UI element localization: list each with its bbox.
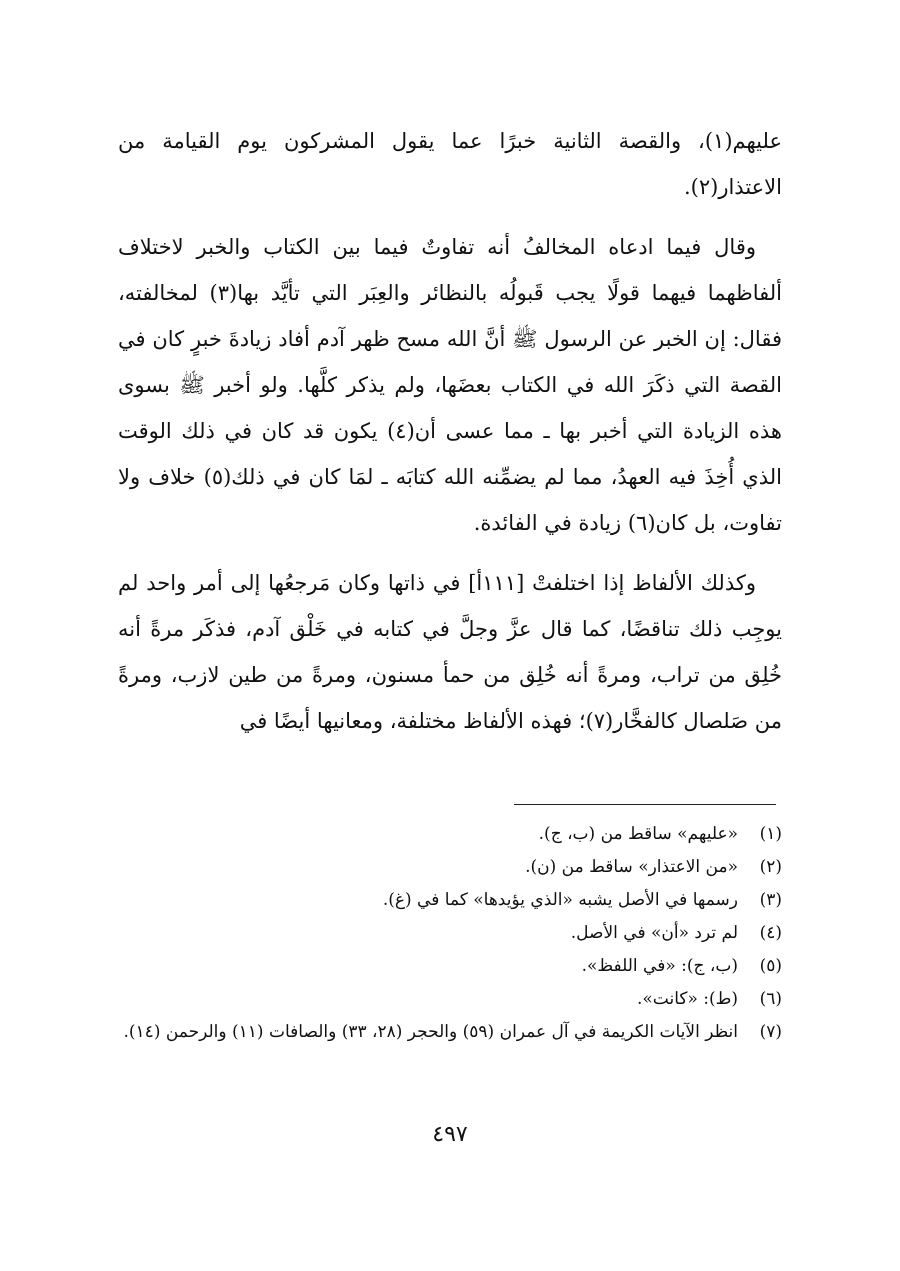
- footnote-text: رسمها في الأصل يشبه «الذي يؤيدها» كما في (غ).: [382, 890, 738, 910]
- page-number: ٤٩٧: [432, 1122, 468, 1147]
- footnote-text: «عليهم» ساقط من (ب، ج).: [538, 824, 738, 844]
- footnote-number: (٢): [759, 857, 782, 877]
- paragraph-2: وقال فيما ادعاه المخالفُ أنه تفاوتٌ فيما بين الكتاب والخبر لاختلاف ألفاظهما فيهما قولًا يجب قَبولُه بالنظائر والعِبَر التي تأيَّد بها(٣) لمخالفته، فقال: إن الخبر عن الرسول ﷺ أنَّ الله مسح ظهر آدم أفاد زيادةَ خبرٍ كان في القصة التي ذكَرَ الله في الكتاب بعضَها، ولم يذكر كلَّها. ولو أخبر ﷺ بسوى هذه الزيادة التي أخبر بها ـ مما عسى أن(٤) يكون قد كان في ذلك الوقت الذي أُخِذَ فيه العهدُ، مما لم يضمِّنه الله كتابَه ـ لمَا كان في ذلك(٥) خلاف ولا تفاوت، بل كان(٦) زيادة في الفائدة.: [118, 235, 782, 535]
- footnote-text: لم ترد «أن» في الأصل.: [570, 923, 738, 943]
- footnote-separator: [514, 804, 776, 805]
- footnotes: [118, 818, 782, 1049]
- footnote-text: «من الاعتذار» ساقط من (ن).: [525, 857, 738, 877]
- footnote-7: [118, 1016, 782, 1049]
- footnote-number: (١): [759, 824, 782, 844]
- footnote-5: [118, 950, 782, 983]
- footnote-2: [118, 851, 782, 884]
- footnote-3: [118, 884, 782, 917]
- footnote-number: (٤): [759, 923, 782, 943]
- main-text: [118, 118, 782, 758]
- footnote-6: [118, 983, 782, 1016]
- footnote-4: [118, 917, 782, 950]
- footnote-number: (٧): [759, 1022, 782, 1042]
- paragraph-3: وكذلك الألفاظ إذا اختلفتْ [١١١أ] في ذاتها وكان مَرجعُها إلى أمر واحد لم يوجِب ذلك تناقضًا، كما قال عزَّ وجلَّ في كتابه في خَلْق آدم، فذكَر مرةً أنه خُلِق من تراب، ومرةً أنه خُلِق من حمأ مسنون، ومرةً من طين لازب، ومرةً من صَلصال كالفخَّار(٧)؛ فهذه الألفاظ مختلفة، ومعانيها أيضًا في: [118, 571, 782, 733]
- footnote-number: (٥): [759, 956, 782, 976]
- paragraph-1: عليهم(١)، والقصة الثانية خبرًا عما يقول المشركون يوم القيامة من الاعتذار(٢).: [118, 129, 782, 199]
- footnote-1: [118, 818, 782, 851]
- footnote-text: (ط): «كانت».: [636, 989, 738, 1009]
- footnote-number: (٦): [759, 989, 782, 1009]
- footnote-number: (٣): [759, 890, 782, 910]
- footnote-text: انظر الآيات الكريمة في آل عمران (٥٩) والحجر (٢٨، ٣٣) والصافات (١١) والرحمن (١٤).: [123, 1022, 738, 1042]
- footnote-text: (ب، ج): «في اللفظ».: [581, 956, 738, 976]
